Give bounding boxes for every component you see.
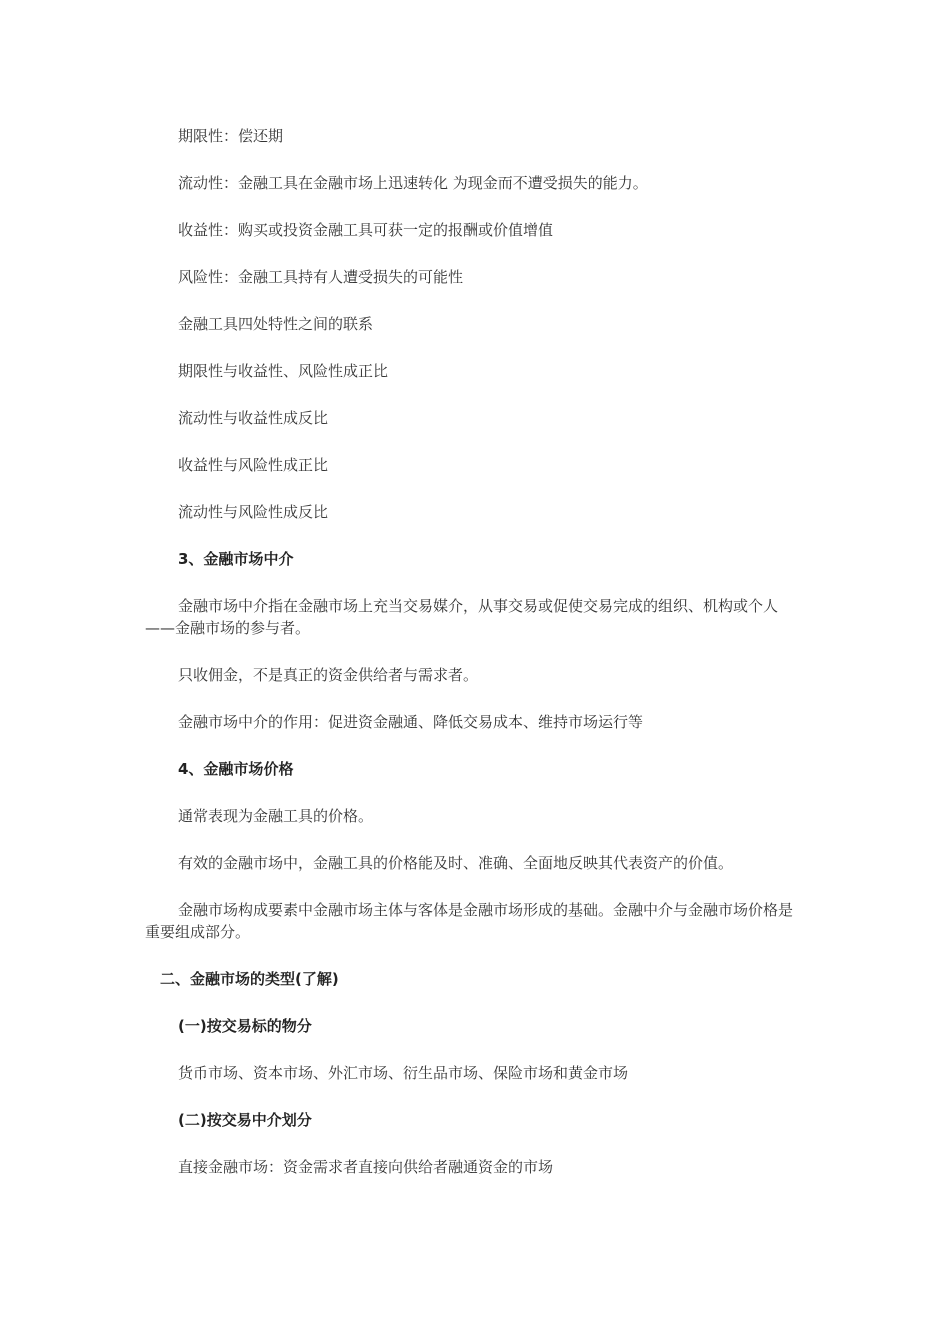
paragraph-relation-4: 流动性与风险性成反比 xyxy=(178,503,329,521)
paragraph-price-usual: 通常表现为金融工具的价格。 xyxy=(178,807,374,825)
paragraph-intermediary-definition: 金融市场中介指在金融市场上充当交易媒介，从事交易或促使交易完成的组织、机构或个人——金融市场的参与者。 xyxy=(145,597,779,637)
subheading-by-underlying: (一)按交易标的物分 xyxy=(178,1017,312,1035)
chapter-heading-market-types: 二、金融市场的类型(了解) xyxy=(160,970,339,988)
paragraph-price-summary: 金融市场构成要素中金融市场主体与客体是金融市场形成的基础。金融中介与金融市场价格是重要组成部分。 xyxy=(145,901,794,941)
subheading-by-intermediary: (二)按交易中介划分 xyxy=(178,1111,312,1129)
paragraph-direct-market: 直接金融市场：资金需求者直接向供给者融通资金的市场 xyxy=(178,1158,554,1176)
paragraph-intermediary-commission: 只收佣金，不是真正的资金供给者与需求者。 xyxy=(178,666,479,684)
paragraph-term-maturity: 期限性：偿还期 xyxy=(178,127,284,145)
paragraph-term-liquidity: 流动性：金融工具在金融市场上迅速转化 为现金而不遭受损失的能力。 xyxy=(178,174,648,192)
paragraph-relation-1: 期限性与收益性、风险性成正比 xyxy=(178,362,389,380)
paragraph-relation-intro: 金融工具四处特性之间的联系 xyxy=(178,315,374,333)
paragraph-intermediary-role: 金融市场中介的作用：促进资金融通、降低交易成本、维持市场运行等 xyxy=(178,713,644,731)
paragraph-term-return: 收益性：购买或投资金融工具可获一定的报酬或价值增值 xyxy=(178,221,554,239)
paragraph-market-list: 货币市场、资本市场、外汇市场、衍生品市场、保险市场和黄金市场 xyxy=(178,1064,629,1082)
paragraph-price-efficient: 有效的金融市场中，金融工具的价格能及时、准确、全面地反映其代表资产的价值。 xyxy=(178,854,734,872)
paragraph-relation-2: 流动性与收益性成反比 xyxy=(178,409,329,427)
paragraph-relation-3: 收益性与风险性成正比 xyxy=(178,456,329,474)
section-heading-intermediary: 3、金融市场中介 xyxy=(178,550,294,568)
section-heading-price: 4、金融市场价格 xyxy=(178,760,294,778)
paragraph-term-risk: 风险性：金融工具持有人遭受损失的可能性 xyxy=(178,268,464,286)
document-body xyxy=(145,125,805,1203)
